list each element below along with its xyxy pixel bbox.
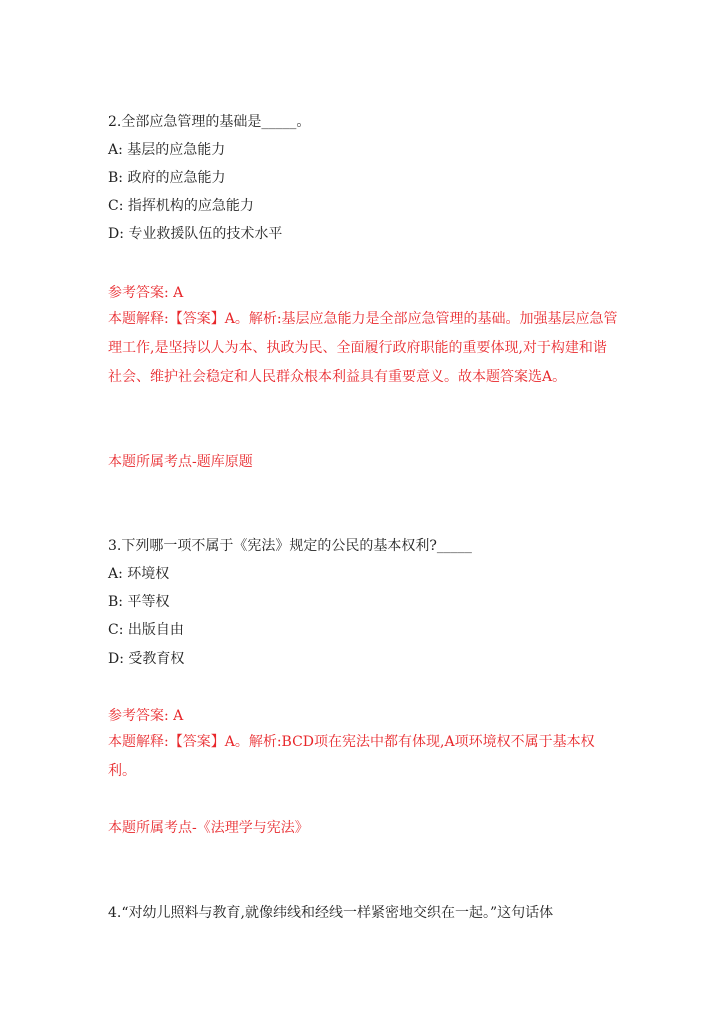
question-2-option-a: A: 基层的应急能力 [108, 142, 226, 158]
question-3-option-a: A: 环境权 [108, 566, 170, 582]
question-2-explanation: 本题解释:【答案】A。解析:基层应急能力是全部应急管理的基础。加强基层应急管理工作,是坚持以人为本、执政为民、全面履行政府职能的重要体现,对于构建和谐社会、维护社会稳定和人民群众根本利益具有重要意义。故本题答案选A。 [108, 311, 618, 385]
question-3-option-c: C: 出版自由 [108, 622, 184, 638]
question-3-option-d: D: 受教育权 [108, 651, 185, 667]
question-3-answer: 参考答案: A [108, 708, 184, 724]
question-2-option-c: C: 指挥机构的应急能力 [108, 198, 254, 214]
question-3-option-b: B: 平等权 [108, 594, 170, 610]
question-2-option-d: D: 专业救援队伍的技术水平 [108, 226, 283, 242]
question-3-text: 3.下列哪一项不属于《宪法》规定的公民的基本权利?_____ [108, 538, 472, 554]
question-4-text: 4.“对幼儿照料与教育,就像纬线和经线一样紧密地交织在一起。”这句话体 [108, 905, 554, 921]
question-2-topic: 本题所属考点-题库原题 [108, 454, 253, 470]
question-2-answer: 参考答案: A [108, 285, 184, 301]
question-2-text: 2.全部应急管理的基础是_____。 [108, 114, 311, 130]
question-3-explanation: 本题解释:【答案】A。解析:BCD项在宪法中都有体现,A项环境权不属于基本权利。 [108, 734, 595, 779]
question-3-topic: 本题所属考点-《法理学与宪法》 [108, 820, 309, 836]
question-2-option-b: B: 政府的应急能力 [108, 170, 226, 186]
